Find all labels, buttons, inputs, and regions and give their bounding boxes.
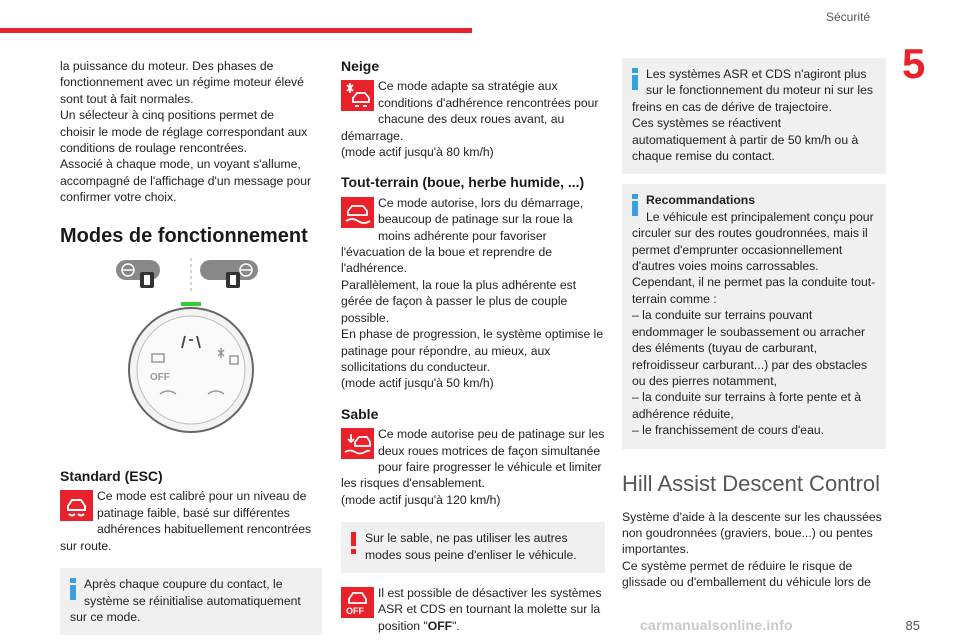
reco-line: Le véhicule est principalement conçu pour circuler sur des routes goudronnées, mais il permet d'emprunter occasionnellement d'autres voies moins carrossables.: [632, 209, 874, 274]
esc-lamp-icon: [116, 260, 160, 288]
intro-line: accompagné de l'affichage d'un message pour: [60, 173, 312, 188]
standard-heading: Standard (ESC): [60, 468, 163, 485]
off-icon-label: OFF: [346, 605, 364, 616]
reco-line: Cependant, il ne permet pas la conduite tout-terrain comme :: [632, 275, 876, 306]
off-text-end: ".: [452, 618, 460, 633]
mud-heading: Tout-terrain (boue, herbe humide, ...): [341, 174, 585, 191]
off-block: [341, 585, 605, 634]
snow-heading: Neige: [341, 58, 380, 74]
asr-text-1: Les systèmes ASR et CDS n'agiront plus sur le fonctionnement du moteur ni sur les freins en cas de dérive de trajectoire.: [632, 67, 873, 114]
esc-skid-icon: [60, 490, 93, 521]
intro-line: conditions de roulage rencontrées.: [60, 141, 247, 156]
sand-warning-text: Sur le sable, ne pas utiliser les autres modes sous peine d'enliser le véhicule.: [365, 531, 577, 562]
reco-line: – la conduite sur terrains à forte pente et à adhérence réduite,: [632, 390, 861, 421]
page-number: 85: [905, 618, 920, 633]
info-icon: [632, 68, 638, 90]
reco-line: – la conduite sur terrains pouvant endommager le soubassement ou arracher des éléments (tuyau de carburant, refroidisseur carburant...) par des obstacles ou des pierres notamment,: [632, 308, 868, 388]
intro-line: confirmer votre choix.: [60, 190, 177, 205]
info-reset-text: Après chaque coupure du contact, le système se réinitialise automatiquement sur ce mode.: [70, 577, 301, 624]
header-red-bar: [0, 28, 472, 33]
snow-mode-icon: [341, 80, 374, 111]
off-text-bold: OFF: [427, 618, 453, 633]
mud-limit: (mode actif jusqu'à 50 km/h): [341, 376, 494, 391]
mode-standard: [60, 468, 322, 554]
section-title: Sécurité: [825, 10, 870, 24]
chapter-number: 5: [902, 40, 926, 87]
watermark: carmanualsonline.info: [640, 617, 793, 633]
warning-box-sand: [341, 522, 605, 573]
esc-off-icon: [341, 587, 374, 618]
off-text-part: Il est possible de désactiver les systèmes ASR et CDS en tournant la molette sur la position ": [378, 585, 602, 633]
info-icon: [70, 578, 76, 600]
off-text: [341, 585, 605, 634]
sand-mode-icon: [341, 428, 374, 459]
intro-line: la puissance du moteur. Des phases de: [60, 59, 274, 73]
intro-line: fonctionnement avec un régime moteur élevé: [60, 75, 304, 90]
column-left: [60, 58, 322, 635]
mode-selector-illustration: [60, 258, 322, 454]
column-middle: [341, 58, 605, 634]
intro-paragraph: [60, 58, 322, 206]
info-box-asr: [622, 58, 886, 174]
mud-mode-icon: [341, 197, 374, 228]
sand-text: Ce mode autorise peu de patinage sur les deux roues motrices de façon simultanée pour faire progresser le véhicule et limiter les risques d'ensablement.: [341, 427, 605, 491]
hill-assist-section: [622, 471, 886, 591]
asr-text-2: Ces systèmes se réactivent automatiquement à partir de 50 km/h ou à chaque remise du contact.: [632, 116, 859, 164]
info-icon: [632, 194, 638, 216]
intro-line: Associé à chaque mode, un voyant s'allume,: [60, 157, 301, 172]
mode-sand: [341, 406, 605, 508]
mud-text-1: Ce mode autorise, lors du démarrage, beaucoup de patinage sur la roue la moins adhérente pour favoriser l'évacuation de la boue et reprendre de l'adhérence.: [341, 195, 584, 276]
intro-line: choisir le mode de réglage correspondant aux: [60, 124, 308, 139]
info-box-reset: [60, 568, 322, 635]
info-box-recommendations: [622, 184, 886, 448]
sand-limit: (mode actif jusqu'à 120 km/h): [341, 492, 501, 507]
hill-assist-heading: Hill Assist Descent Control: [622, 470, 880, 496]
mud-text-3: En phase de progression, le système optimise le patinage pour répondre, au mieux, aux sollicitations du conducteur.: [341, 327, 604, 374]
esc-off-lamp-icon: [200, 260, 258, 288]
hill-text-2: Ce système permet de réduire le risque de glissade ou d'emballement du véhicule lors de: [622, 558, 871, 590]
sand-heading: Sable: [341, 405, 379, 422]
snow-text: Ce mode adapte sa stratégie aux conditions d'adhérence rencontrées pour chacune des deux roues avant, au démarrage.: [341, 79, 599, 143]
intro-line: Un sélecteur à cinq positions permet de: [60, 108, 275, 123]
mud-text-2: Parallèlement, la roue la plus adhérente est gérée de façon à passer le plus de couple possible.: [341, 277, 577, 325]
dial-off-label: OFF: [150, 372, 170, 384]
mode-snow: [341, 58, 605, 160]
standard-text: Ce mode est calibré pour un niveau de patinage faible, basé sur différentes adhérences habituellement rencontrées sur route.: [60, 489, 312, 553]
reco-line: – le franchissement de cours d'eau.: [632, 423, 825, 438]
recommendations-title: Recommandations: [646, 193, 756, 208]
modes-heading: Modes de fonctionnement: [60, 224, 308, 247]
hill-text-1: Système d'aide à la descente sur les chaussées non goudronnées (graviers, boue...) ou pentes importantes.: [622, 509, 882, 557]
dial-illustration: [60, 258, 322, 454]
intro-line: sont tout à fait normales.: [60, 91, 194, 106]
warning-exclamation-icon: [351, 532, 357, 554]
column-right: [622, 58, 886, 591]
mode-mud: [341, 174, 605, 391]
snow-limit: (mode actif jusqu'à 80 km/h): [341, 145, 494, 160]
